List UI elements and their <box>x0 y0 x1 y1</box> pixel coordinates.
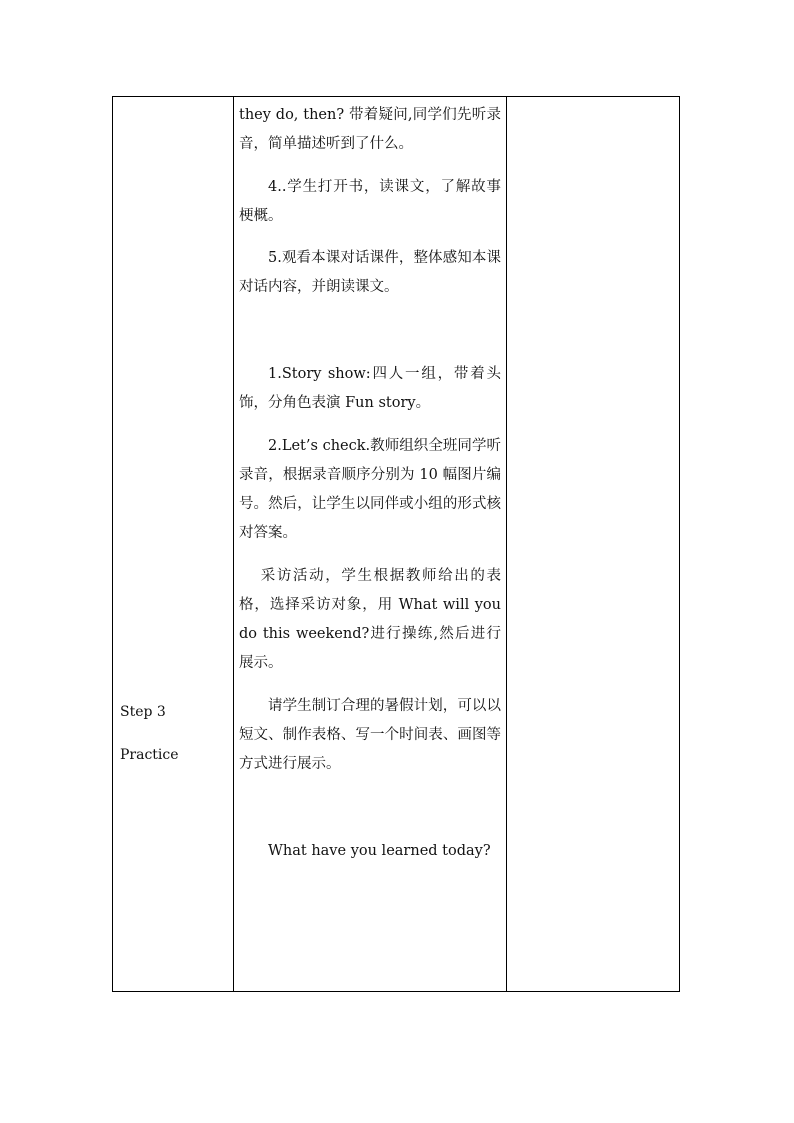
activity-column <box>234 97 506 991</box>
step-label: Step 3 <box>120 704 166 720</box>
activity-paragraph: 2.Let’s check.教师组织全班同学听录音，根据录音顺序分别为 10 幅图片编号。然后，让学生以同伴或小组的形式核对答案。 <box>239 438 501 541</box>
notes-column <box>507 97 679 991</box>
activity-paragraph: What have you learned today? <box>268 843 491 859</box>
activity-paragraph: 1.Story show:四人一组，带着头饰，分角色表演 Fun story。 <box>239 366 501 411</box>
lesson-table <box>112 96 680 992</box>
activity-paragraph: 4..学生打开书，读课文，了解故事梗概。 <box>239 179 501 224</box>
activity-paragraph: they do, then? 带着疑问,同学们先听录音，简单描述听到了什么。 <box>239 107 501 152</box>
activity-paragraph: 请学生制订合理的暑假计划，可以以短文、制作表格、写一个时间表、画图等方式进行展示。 <box>239 698 501 772</box>
step-name: Practice <box>120 747 179 763</box>
activity-paragraph: 5.观看本课对话课件，整体感知本课对话内容，并朗读课文。 <box>239 250 501 295</box>
step-column <box>113 97 233 991</box>
activity-paragraph: 采访活动，学生根据教师给出的表格，选择采访对象，用 What will you do this weekend?进行操练,然后进行展示。 <box>239 568 501 671</box>
